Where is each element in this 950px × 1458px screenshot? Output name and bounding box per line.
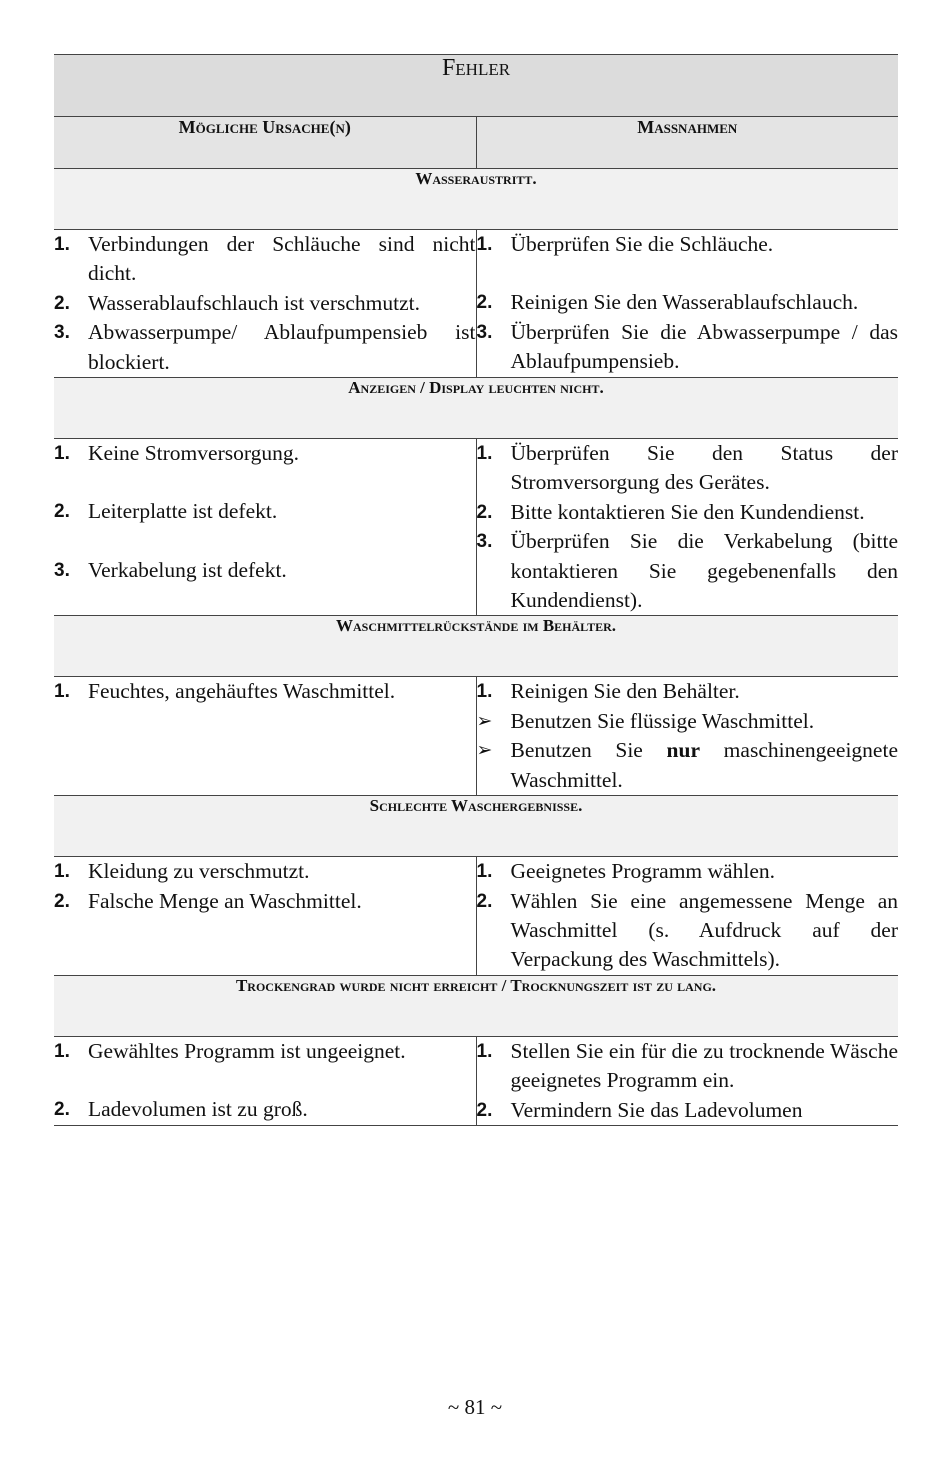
item-text: Feuchtes, angehäuftes Waschmittel. [88, 679, 396, 704]
action-cell [476, 439, 898, 616]
item-number: 3. [476, 321, 493, 343]
troubleshooting-table [54, 54, 898, 1126]
cause-cell [54, 230, 476, 378]
section-heading: Trockengrad wurde nicht erreicht / Trocknungszeit ist zu lang. [54, 975, 898, 1036]
list-item [477, 230, 899, 259]
item-number: 3. [476, 531, 493, 553]
item-text: Überprüfen Sie die Abwasserpumpe / das Ablaufpumpensieb. [510, 319, 898, 374]
list-item [477, 736, 899, 795]
list-item [477, 1037, 899, 1096]
item-text: Überprüfen Sie die Verkabelung (bitte kontaktieren Sie gegebenenfalls den Kundendienst). [510, 529, 898, 613]
item-text: Verkabelung ist defekt. [88, 557, 287, 582]
list-item [54, 677, 476, 706]
list-item [477, 527, 899, 615]
item-number: 1. [476, 1040, 493, 1062]
page-number: ~ 81 ~ [447, 1395, 503, 1419]
action-cell [476, 677, 898, 796]
item-text: Stellen Sie ein für die zu trocknende Wäsche geeignetes Programm ein. [510, 1038, 898, 1093]
column-header-action: Maßnahmen [476, 117, 898, 169]
item-number: 1. [54, 234, 70, 255]
item-number: 2. [476, 501, 493, 523]
item-number: 3. [54, 559, 70, 581]
section-heading-row [54, 975, 898, 1036]
item-text: Überprüfen Sie den Status der Stromversorgung des Gerätes. [510, 441, 898, 495]
section-body-row [54, 1036, 898, 1125]
list-item [54, 289, 476, 318]
item-text: Überprüfen Sie die Schläuche. [510, 232, 774, 256]
item-text: Gewähltes Programm ist ungeeignet. [88, 1038, 406, 1063]
item-number: 3. [54, 322, 70, 344]
item-text: Wasserablaufschlauch ist verschmutzt. [88, 290, 421, 315]
action-cell [476, 1036, 898, 1125]
item-number: 1. [54, 443, 70, 465]
item-text: Vermindern Sie das Ladevolumen [510, 1097, 803, 1122]
item-text: Geeignetes Programm wählen. [510, 859, 775, 884]
cause-cell [54, 677, 476, 796]
item-text-pre: Benutzen Sie [510, 738, 667, 763]
item-text: Falsche Menge an Waschmittel. [88, 888, 362, 913]
list-item [54, 887, 476, 916]
section-heading-row [54, 616, 898, 677]
item-text: Reinigen Sie den Behälter. [510, 679, 740, 704]
section-body-row [54, 230, 898, 378]
list-item [477, 439, 899, 498]
table-title-row [54, 55, 898, 117]
section-heading: Schlechte Waschergebnisse. [54, 796, 898, 857]
item-number: 1. [476, 234, 493, 255]
list-item [54, 230, 476, 289]
arrow-bullet-icon: ➢ [476, 740, 493, 762]
list-item [477, 288, 899, 317]
item-text: Abwasserpumpe/ Ablaufpumpensieb ist blockiert. [88, 320, 476, 374]
section-heading: Waschmittelrückstände im Behälter. [54, 616, 898, 677]
item-text-post: maschinengeeignete Waschmittel. [510, 738, 898, 792]
item-number: 2. [54, 1099, 70, 1121]
list-item [54, 497, 476, 526]
item-number: 2. [476, 890, 493, 912]
list-item [54, 556, 476, 585]
list-item [477, 498, 899, 527]
item-number: 1. [54, 1040, 70, 1062]
item-text-bold: nur [666, 738, 700, 763]
item-number: 2. [476, 1099, 493, 1121]
column-header-row [54, 117, 898, 169]
action-cell [476, 230, 898, 378]
item-number: 1. [476, 861, 493, 883]
section-body-row [54, 677, 898, 796]
item-text: Reinigen Sie den Wasserablaufschlauch. [510, 290, 859, 315]
item-number: 2. [54, 292, 70, 314]
list-item [477, 1096, 899, 1125]
item-number: 2. [54, 890, 70, 912]
list-item [477, 887, 899, 975]
item-number: 1. [54, 681, 70, 703]
item-text: Leiterplatte ist defekt. [88, 499, 278, 524]
list-item [54, 1037, 476, 1066]
list-item [54, 318, 476, 377]
column-header-cause: Mögliche Ursache(n) [54, 117, 476, 169]
arrow-bullet-icon: ➢ [476, 710, 493, 732]
section-heading: Wasseraustritt. [54, 169, 898, 230]
item-text: Benutzen Sie flüssige Waschmittel. [510, 708, 815, 733]
item-text: Bitte kontaktieren Sie den Kundendienst. [510, 499, 865, 524]
section-heading-row [54, 169, 898, 230]
section-body-row [54, 439, 898, 616]
item-number: 1. [476, 443, 493, 465]
item-text: Kleidung zu verschmutzt. [88, 859, 310, 884]
list-item [54, 439, 476, 468]
cause-cell [54, 439, 476, 616]
list-item [54, 1095, 476, 1124]
list-item [477, 857, 899, 886]
section-heading: Anzeigen / Display leuchten nicht. [54, 378, 898, 439]
list-item [477, 677, 899, 706]
item-text: Verbindungen der Schläuche sind nicht dicht. [88, 232, 476, 286]
list-item [477, 707, 899, 736]
item-number: 2. [476, 292, 493, 314]
item-number: 1. [476, 681, 493, 703]
list-item [54, 857, 476, 886]
section-heading-row [54, 378, 898, 439]
table-title: Fehler [54, 55, 898, 117]
item-text: Wählen Sie eine angemessene Menge an Waschmittel (s. Aufdruck auf der Verpackung des Waschmittels). [510, 888, 898, 972]
cause-cell [54, 1036, 476, 1125]
item-number: 2. [54, 501, 70, 523]
section-body-row [54, 857, 898, 976]
item-text: Keine Stromversorgung. [88, 441, 299, 466]
item-number: 1. [54, 861, 70, 883]
action-cell [476, 857, 898, 976]
item-text: Ladevolumen ist zu groß. [88, 1097, 308, 1122]
cause-cell [54, 857, 476, 976]
section-heading-row [54, 796, 898, 857]
list-item [477, 318, 899, 377]
